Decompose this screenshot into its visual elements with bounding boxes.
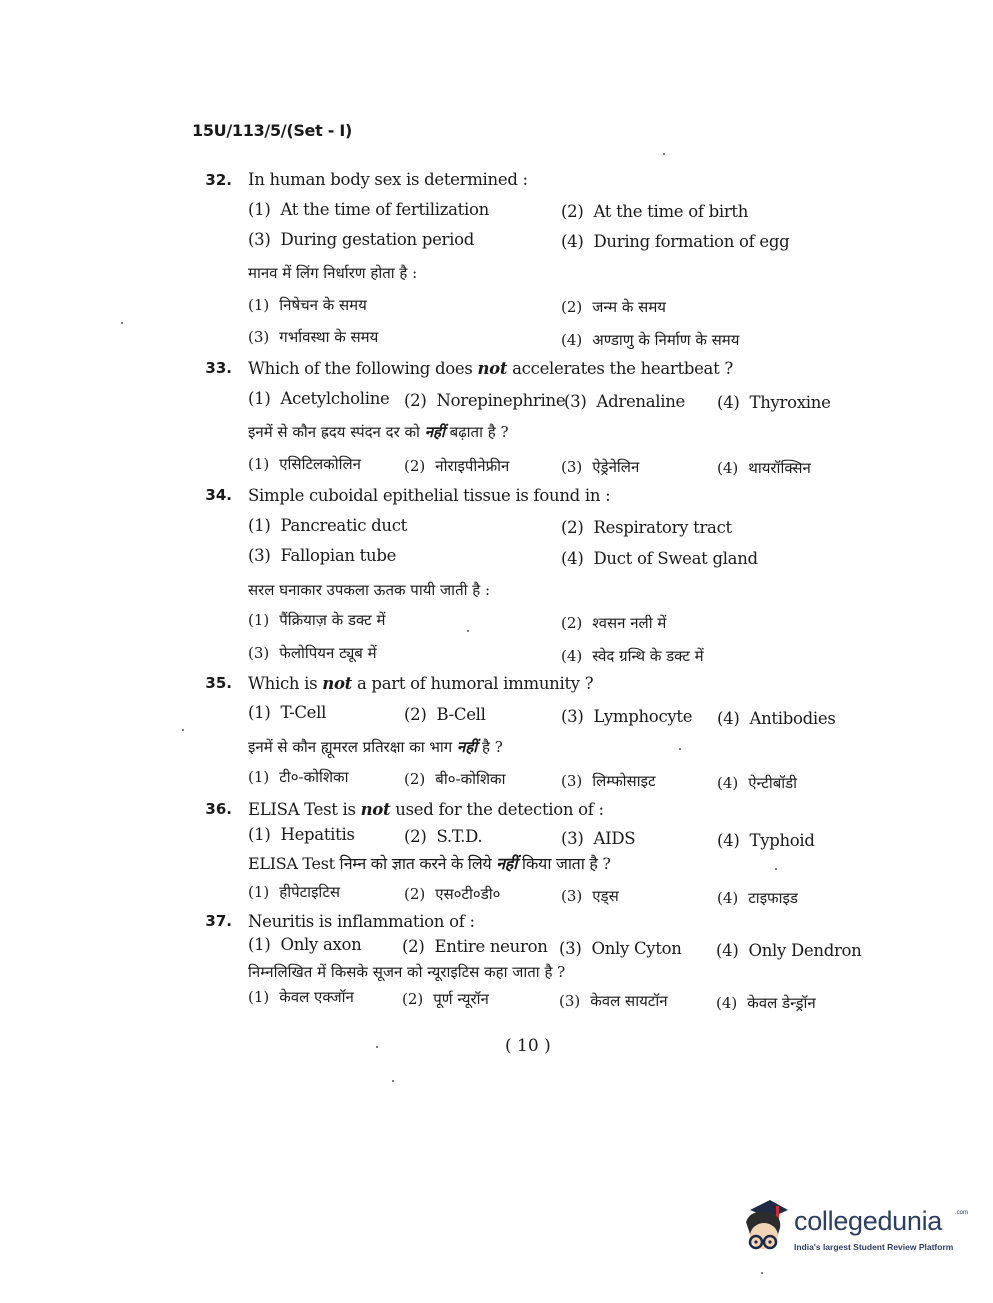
- option-en-1: (1) Hepatitis: [248, 825, 355, 844]
- question-number: 36.: [205, 800, 232, 818]
- question-text-hi: इनमें से कौन ह्रदय स्पंदन दर को नहीं बढ़ाता है ?: [248, 423, 509, 441]
- option-hi-4: (4) थायरॉक्सिन: [717, 459, 811, 477]
- scan-speck: [663, 153, 665, 155]
- option-en-3: (3) Only Cyton: [559, 939, 682, 958]
- option-en-1: (1) T-Cell: [248, 703, 327, 722]
- question-text-en: Neuritis is inflammation of :: [248, 912, 475, 931]
- option-hi-1: (1) हीपेटाइटिस: [248, 883, 341, 901]
- scan-speck: [392, 1080, 394, 1082]
- option-en-2: (2) At the time of birth: [561, 202, 749, 221]
- option-hi-3: (3) केवल सायटॉन: [559, 992, 668, 1010]
- mascot-icon: [736, 1196, 792, 1260]
- option-en-3: (3) Adrenaline: [564, 392, 686, 411]
- logo-wordmark: collegedunia: [794, 1206, 943, 1236]
- option-en-4: (4) Thyroxine: [717, 393, 831, 412]
- scan-speck: [376, 1046, 378, 1048]
- question-text-hi: सरल घनाकार उपकला ऊतक पायी जाती है :: [248, 581, 491, 599]
- question-text-en: In human body sex is determined :: [248, 170, 528, 189]
- option-hi-3: (3) एड्स: [561, 887, 619, 905]
- option-en-4: (4) Duct of Sweat gland: [561, 549, 758, 568]
- scan-speck: [467, 630, 469, 632]
- option-en-1: (1) Only axon: [248, 935, 362, 954]
- question-text-hi: मानव में लिंग निर्धारण होता है :: [248, 264, 418, 282]
- option-en-3: (3) Fallopian tube: [248, 546, 397, 565]
- option-hi-1: (1) एसिटिलकोलिन: [248, 455, 361, 473]
- option-en-4: (4) During formation of egg: [561, 232, 790, 251]
- scan-speck: [679, 748, 681, 750]
- scan-speck: [121, 322, 123, 324]
- option-hi-4: (4) टाइफाइड: [717, 889, 798, 907]
- option-hi-4: (4) अण्डाणु के निर्माण के समय: [561, 331, 740, 349]
- question-text-en: Simple cuboidal epithelial tissue is found in :: [248, 486, 611, 505]
- option-hi-2: (2) जन्म के समय: [561, 298, 666, 316]
- option-hi-4: (4) स्वेद ग्रन्थि के डक्ट में: [561, 647, 704, 665]
- page-number: ( 10 ): [505, 1036, 551, 1056]
- question-number: 34.: [205, 486, 232, 504]
- option-en-4: (4) Antibodies: [717, 709, 836, 728]
- question-number: 32.: [205, 171, 232, 189]
- question-text-hi: निम्नलिखित में किसके सूजन को न्यूराइटिस कहा जाता है ?: [248, 963, 566, 981]
- paper-code: 15U/113/5/(Set - I): [192, 121, 353, 140]
- option-en-1: (1) Pancreatic duct: [248, 516, 407, 535]
- option-hi-2: (2) एस०टी०डी०: [404, 885, 501, 903]
- option-hi-2: (2) बी०-कोशिका: [404, 770, 506, 788]
- collegedunia-logo: [736, 1196, 969, 1264]
- option-hi-2: (2) पूर्ण न्यूरॉन: [402, 990, 489, 1008]
- option-en-3: (3) During gestation period: [248, 230, 475, 249]
- option-hi-1: (1) टी०-कोशिका: [248, 768, 349, 786]
- option-en-4: (4) Typhoid: [717, 831, 815, 850]
- question-text-en: ELISA Test is not used for the detection of :: [248, 800, 604, 819]
- option-en-2: (2) B-Cell: [404, 705, 486, 724]
- question-text-en: Which of the following does not accelerates the heartbeat ?: [248, 359, 733, 378]
- question-text-en: Which is not a part of humoral immunity ?: [248, 674, 594, 693]
- option-en-2: (2) Entire neuron: [402, 937, 548, 956]
- option-hi-4: (4) केवल डेन्ड्रॉन: [716, 994, 816, 1012]
- logo-tagline: India's largest Student Review Platform: [794, 1242, 954, 1252]
- option-hi-3: (3) गर्भावस्था के समय: [248, 328, 379, 346]
- option-hi-1: (1) पैंक्रियाज़ के डक्ट में: [248, 611, 386, 629]
- question-number: 37.: [205, 912, 232, 930]
- scan-speck: [182, 729, 184, 731]
- option-hi-3: (3) फेलोपियन ट्यूब में: [248, 644, 377, 662]
- option-en-3: (3) AIDS: [561, 829, 636, 848]
- option-en-2: (2) S.T.D.: [404, 827, 483, 846]
- option-hi-3: (3) लिम्फोसाइट: [561, 772, 656, 790]
- option-hi-1: (1) निषेचन के समय: [248, 296, 367, 314]
- question-text-hi: इनमें से कौन ह्यूमरल प्रतिरक्षा का भाग नहीं है ?: [248, 738, 503, 756]
- option-en-3: (3) Lymphocyte: [561, 707, 693, 726]
- scan-speck: [775, 868, 777, 870]
- option-hi-3: (3) ऐड्रेनेलिन: [561, 458, 640, 476]
- question-text-hi: ELISA Test निम्न को ज्ञात करने के लिये नहीं किया जाता है ?: [248, 854, 611, 873]
- option-en-2: (2) Respiratory tract: [561, 518, 732, 537]
- question-number: 33.: [205, 359, 232, 377]
- option-hi-2: (2) नोराइपीनेफ्रीन: [404, 457, 510, 475]
- option-hi-2: (2) श्वसन नली में: [561, 614, 667, 632]
- option-hi-1: (1) केवल एक्जॉन: [248, 988, 354, 1006]
- scan-speck: [761, 1272, 763, 1274]
- question-number: 35.: [205, 674, 232, 692]
- option-en-4: (4) Only Dendron: [716, 941, 862, 960]
- option-en-1: (1) Acetylcholine: [248, 389, 390, 408]
- option-hi-4: (4) ऐन्टीबॉडी: [717, 774, 798, 792]
- option-en-1: (1) At the time of fertilization: [248, 200, 489, 219]
- logo-suffix: .com: [955, 1210, 969, 1216]
- option-en-2: (2) Norepinephrine: [404, 391, 566, 410]
